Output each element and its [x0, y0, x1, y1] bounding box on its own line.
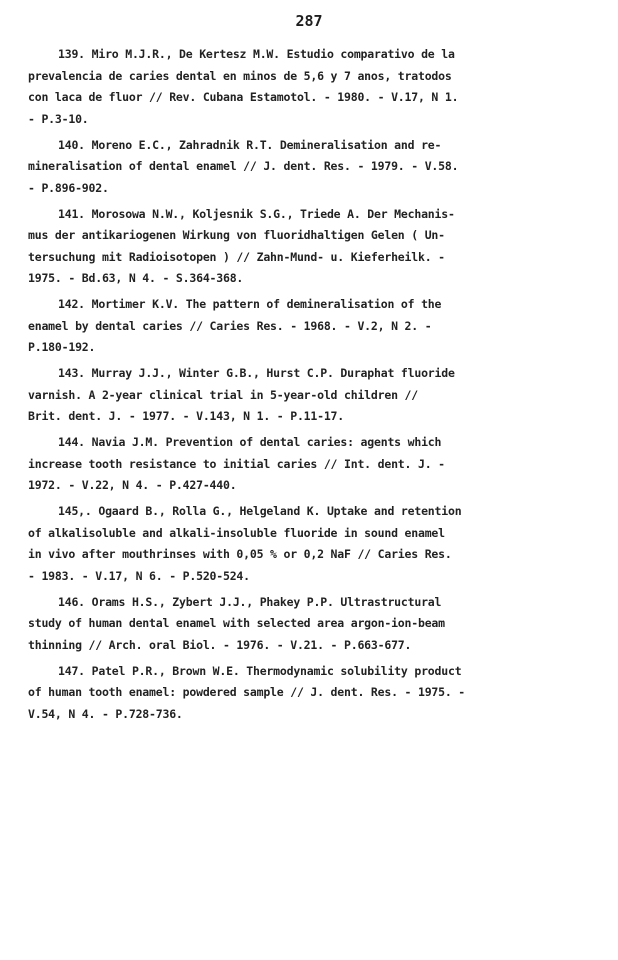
reference-line: con laca de fluor // Rev. Cubana Estamotol. - 1980. - V.17, N 1.: [28, 90, 459, 104]
reference-entry: [28, 432, 594, 497]
reference-entry: [28, 661, 594, 726]
reference-line: Brit. dent. J. - 1977. - V.143, N 1. - P.11-17.: [28, 409, 345, 423]
reference-line: 141. Morosowa N.W., Koljesnik S.G., Triede A. Der Mechanis-: [58, 206, 455, 221]
reference-line: 144. Navia J.M. Prevention of dental caries: agents which: [58, 435, 442, 449]
reference-line: 147. Patel P.R., Brown W.E. Thermodynamic solubility product: [58, 663, 462, 678]
reference-line: 146. Orams H.S., Zybert J.J., Phakey P.P. Ultrastructural: [58, 594, 442, 609]
reference-line: tersuchung mit Radioisotopen ) // Zahn-Mund- u. Kieferheilk. -: [28, 249, 445, 264]
reference-line: 142. Mortimer K.V. The pattern of demineralisation of the: [58, 297, 442, 311]
reference-line: mineralisation of dental enamel // J. dent. Res. - 1979. - V.58.: [28, 159, 459, 173]
reference-line: increase tooth resistance to initial caries // Int. dent. J. -: [28, 456, 445, 471]
reference-line: study of human dental enamel with selected area argon-ion-beam: [28, 616, 445, 630]
reference-line: V.54, N 4. - P.728-736.: [28, 706, 183, 721]
reference-line: thinning // Arch. oral Biol. - 1976. - V.21. - P.663-677.: [28, 637, 412, 652]
reference-line: in vivo after mouthrinses with 0,05 % or 0,2 NaF // Caries Res.: [28, 547, 452, 561]
reference-line: 140. Moreno E.C., Zahradnik R.T. Demineralisation and re-: [58, 137, 442, 152]
reference-line: P.180-192.: [28, 340, 96, 354]
reference-line: of human tooth enamel: powdered sample // J. dent. Res. - 1975. -: [28, 685, 466, 699]
reference-entry: [28, 204, 594, 290]
reference-entry: [28, 294, 594, 359]
reference-line: mus der antikariogenen Wirkung von fluoridhaltigen Gelen ( Un-: [28, 228, 445, 242]
reference-line: - 1983. - V.17, N 6. - P.520-524.: [28, 568, 250, 583]
reference-line: 139. Miro M.J.R., De Kertesz M.W. Estudio comparativo de la: [58, 47, 455, 61]
reference-entry: [28, 135, 594, 200]
reference-entry: [28, 592, 594, 657]
reference-entry: [28, 44, 594, 130]
reference-line: - P.896-902.: [28, 180, 109, 195]
reference-line: of alkalisoluble and alkali-insoluble fluoride in sound enamel: [28, 525, 445, 540]
reference-entry: [28, 501, 594, 587]
reference-line: 145,. Ogaard B., Rolla G., Helgeland K. Uptake and retention: [58, 504, 462, 518]
reference-line: 143. Murray J.J., Winter G.B., Hurst C.P. Duraphat fluoride: [58, 366, 455, 380]
page-number: 287: [295, 12, 323, 30]
reference-line: 1975. - Bd.63, N 4. - S.364-368.: [28, 271, 244, 285]
reference-line: varnish. A 2-year clinical trial in 5-year-old children //: [28, 387, 418, 402]
reference-line: 1972. - V.22, N 4. - P.427-440.: [28, 478, 237, 492]
reference-line: - P.3-10.: [28, 111, 89, 126]
reference-list: [28, 44, 594, 730]
reference-entry: [28, 363, 594, 428]
reference-line: prevalencia de caries dental en minos de 5,6 y 7 anos, tratodos: [28, 68, 452, 83]
reference-line: enamel by dental caries // Caries Res. - 1968. - V.2, N 2. -: [28, 318, 432, 333]
